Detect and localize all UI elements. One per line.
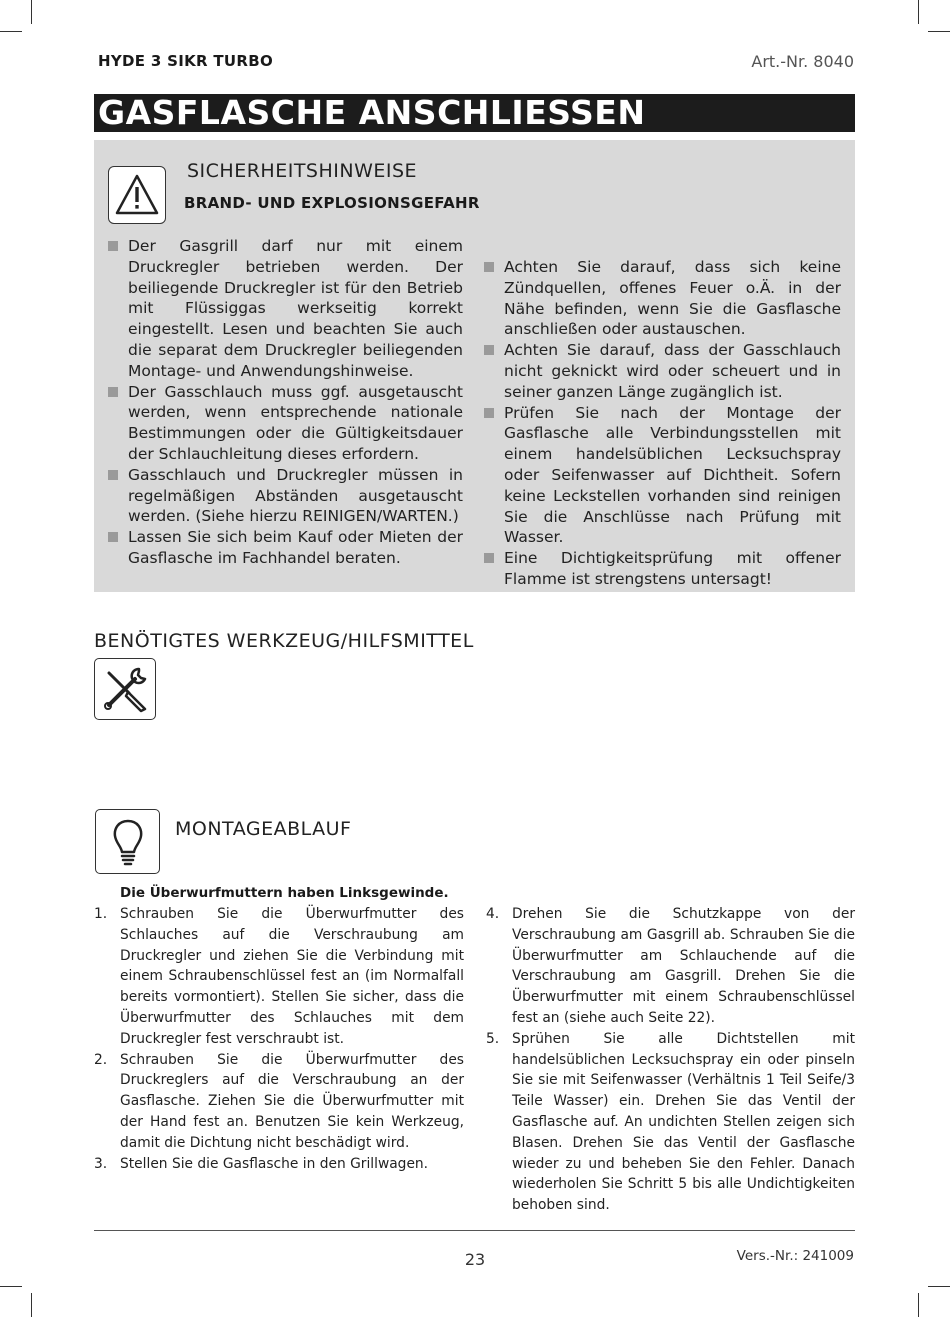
safety-subtitle: BRAND- UND EXPLOSIONSGEFAHR — [184, 194, 480, 212]
safety-notice-box — [94, 140, 855, 592]
crop-mark — [918, 1293, 919, 1317]
step-text: Schrauben Sie die Überwurfmutter des Schlauches auf die Verschraubung am Druckregler und ziehen Sie die Verbindung mit einem Schraubenschlüssel fest an (im Normalfall bereits vormontiert). Stellen Sie sicher, dass die Überwurfmutter des Schlauches mit dem Druckregler fest verschraubt ist. — [120, 906, 464, 1047]
warning-triangle-icon — [115, 173, 159, 217]
bullet-square-icon — [484, 262, 494, 272]
step-number: 1. — [94, 906, 108, 922]
footer-divider — [94, 1230, 855, 1231]
crop-mark — [0, 1286, 22, 1287]
lightbulb-icon-frame — [95, 809, 160, 874]
list-item — [486, 904, 855, 1029]
product-name: HYDE 3 SIKR TURBO — [98, 52, 274, 70]
safety-list-left — [108, 236, 463, 569]
list-item — [94, 904, 464, 1050]
crop-mark — [928, 31, 950, 32]
tools-icon-frame — [94, 658, 156, 720]
steps-list-right — [486, 904, 855, 1216]
step-number: 3. — [94, 1155, 108, 1172]
step-text: Drehen Sie die Schutzkappe von der Verschraubung am Gasgrill ab. Schrauben Sie die Überwurfmutter am Schlauchende auf die Verschraubung am Gasgrill. Drehen Sie die Überwurfmutter mit einem Schraubenschlüssel fest an (siehe auch Seite 22). — [512, 906, 855, 1026]
warning-icon-frame — [108, 166, 166, 224]
version-number: Vers.-Nr.: 241009 — [736, 1248, 854, 1264]
list-item — [94, 1050, 464, 1154]
safety-list-right — [484, 257, 841, 590]
list-item — [94, 1154, 464, 1175]
safety-title: SICHERHEITSHINWEISE — [187, 160, 418, 182]
crop-mark — [0, 31, 22, 32]
list-item: Der Gasgrill darf nur mit einem Druckregler betrieben werden. Der beiliegende Druckregler ist für den Betrieb mit Flüssiggas werkseitig korrekt eingestellt. Lesen und beachten Sie auch die separat dem Druckregler beiliegenden Montage- und Anwendungshinweise. — [108, 236, 463, 382]
bullet-square-icon — [484, 345, 494, 355]
step-number: 2. — [94, 1051, 108, 1068]
step-text: Sprühen Sie alle Dichtstellen mit handelsüblichen Lecksuchspray ein oder pinseln Sie sie mit Seifenwasser (Verhältnis 1 Teil Seife/3 Teile Wasser) ein. Drehen Sie das Ventil der Gasflasche auf. An undichten Stellen zeigen sich Blasen. Drehen Sie das Ventil der Gasflasche wieder zu und beheben Sie den Fehler. Danach wiederholen Sie Schritt 5 bis alle Undichtigkeiten behoben sind. — [512, 1030, 855, 1214]
crop-mark — [31, 1293, 32, 1317]
step-text: Schrauben Sie die Überwurfmutter des Druckreglers auf die Verschraubung an der Gasflasche. Ziehen Sie die Überwurfmutter mit der Hand fest an. Benutzen Sie kein Werkzeug, damit die Dichtung nicht beschädigt wird. — [120, 1051, 464, 1151]
crop-mark — [31, 0, 32, 24]
montage-heading: MONTAGEABLAUF — [175, 818, 352, 840]
list-item: Achten Sie darauf, dass sich keine Zündquellen, offenes Feuer o.Ä. in der Nähe befinden, wenn Sie die Gasflasche anschließen oder austauschen. — [484, 257, 841, 340]
page-number: 23 — [464, 1250, 486, 1269]
lightbulb-icon — [101, 815, 155, 869]
section-title-bar — [94, 94, 855, 132]
montage-note: Die Überwurfmuttern haben Linksgewinde. — [120, 885, 449, 901]
list-item: Lassen Sie sich beim Kauf oder Mieten der Gasflasche im Fachhandel beraten. — [108, 527, 463, 569]
bullet-square-icon — [108, 532, 118, 542]
list-item: Prüfen Sie nach der Montage der Gasflasche alle Verbindungsstellen mit einem handelsüblichen Lecksuchspray oder Seifenwasser auf Dichtheit. Sofern keine Leckstellen vorhanden sind reinigen Sie die Anschlüsse nach Prüfung mit Wasser. — [484, 403, 841, 549]
bullet-square-icon — [484, 408, 494, 418]
bullet-square-icon — [108, 387, 118, 397]
step-number: 5. — [486, 1030, 500, 1047]
bullet-square-icon — [108, 241, 118, 251]
tools-heading: BENÖTIGTES WERKZEUG/HILFSMITTEL — [94, 630, 474, 652]
step-number: 4. — [486, 906, 500, 922]
steps-list-left — [94, 904, 464, 1174]
bullet-square-icon — [108, 470, 118, 480]
crop-mark — [928, 1286, 950, 1287]
list-item: Eine Dichtigkeitsprüfung mit offener Flamme ist strengstens untersagt! — [484, 548, 841, 590]
list-item: Der Gasschlauch muss ggf. ausgetauscht werden, wenn entsprechende nationale Bestimmungen oder die Gültigkeitsdauer der Schlauchleitung dieses erfordern. — [108, 382, 463, 465]
page-title: GASFLASCHE ANSCHLIESSEN — [98, 93, 646, 132]
step-text: Stellen Sie die Gasflasche in den Grillwagen. — [120, 1155, 429, 1172]
list-item — [486, 1029, 855, 1216]
list-item: Gasschlauch und Druckregler müssen in regelmäßigen Abständen ausgetauscht werden. (Siehe hierzu REINIGEN/WARTEN.) — [108, 465, 463, 527]
tools-icon — [99, 663, 151, 715]
article-number: Art.-Nr. 8040 — [751, 52, 854, 71]
list-item: Achten Sie darauf, dass der Gasschlauch nicht geknickt wird oder scheuert und in seiner ganzen Länge zugänglich ist. — [484, 340, 841, 402]
bullet-square-icon — [484, 553, 494, 563]
crop-mark — [918, 0, 919, 24]
